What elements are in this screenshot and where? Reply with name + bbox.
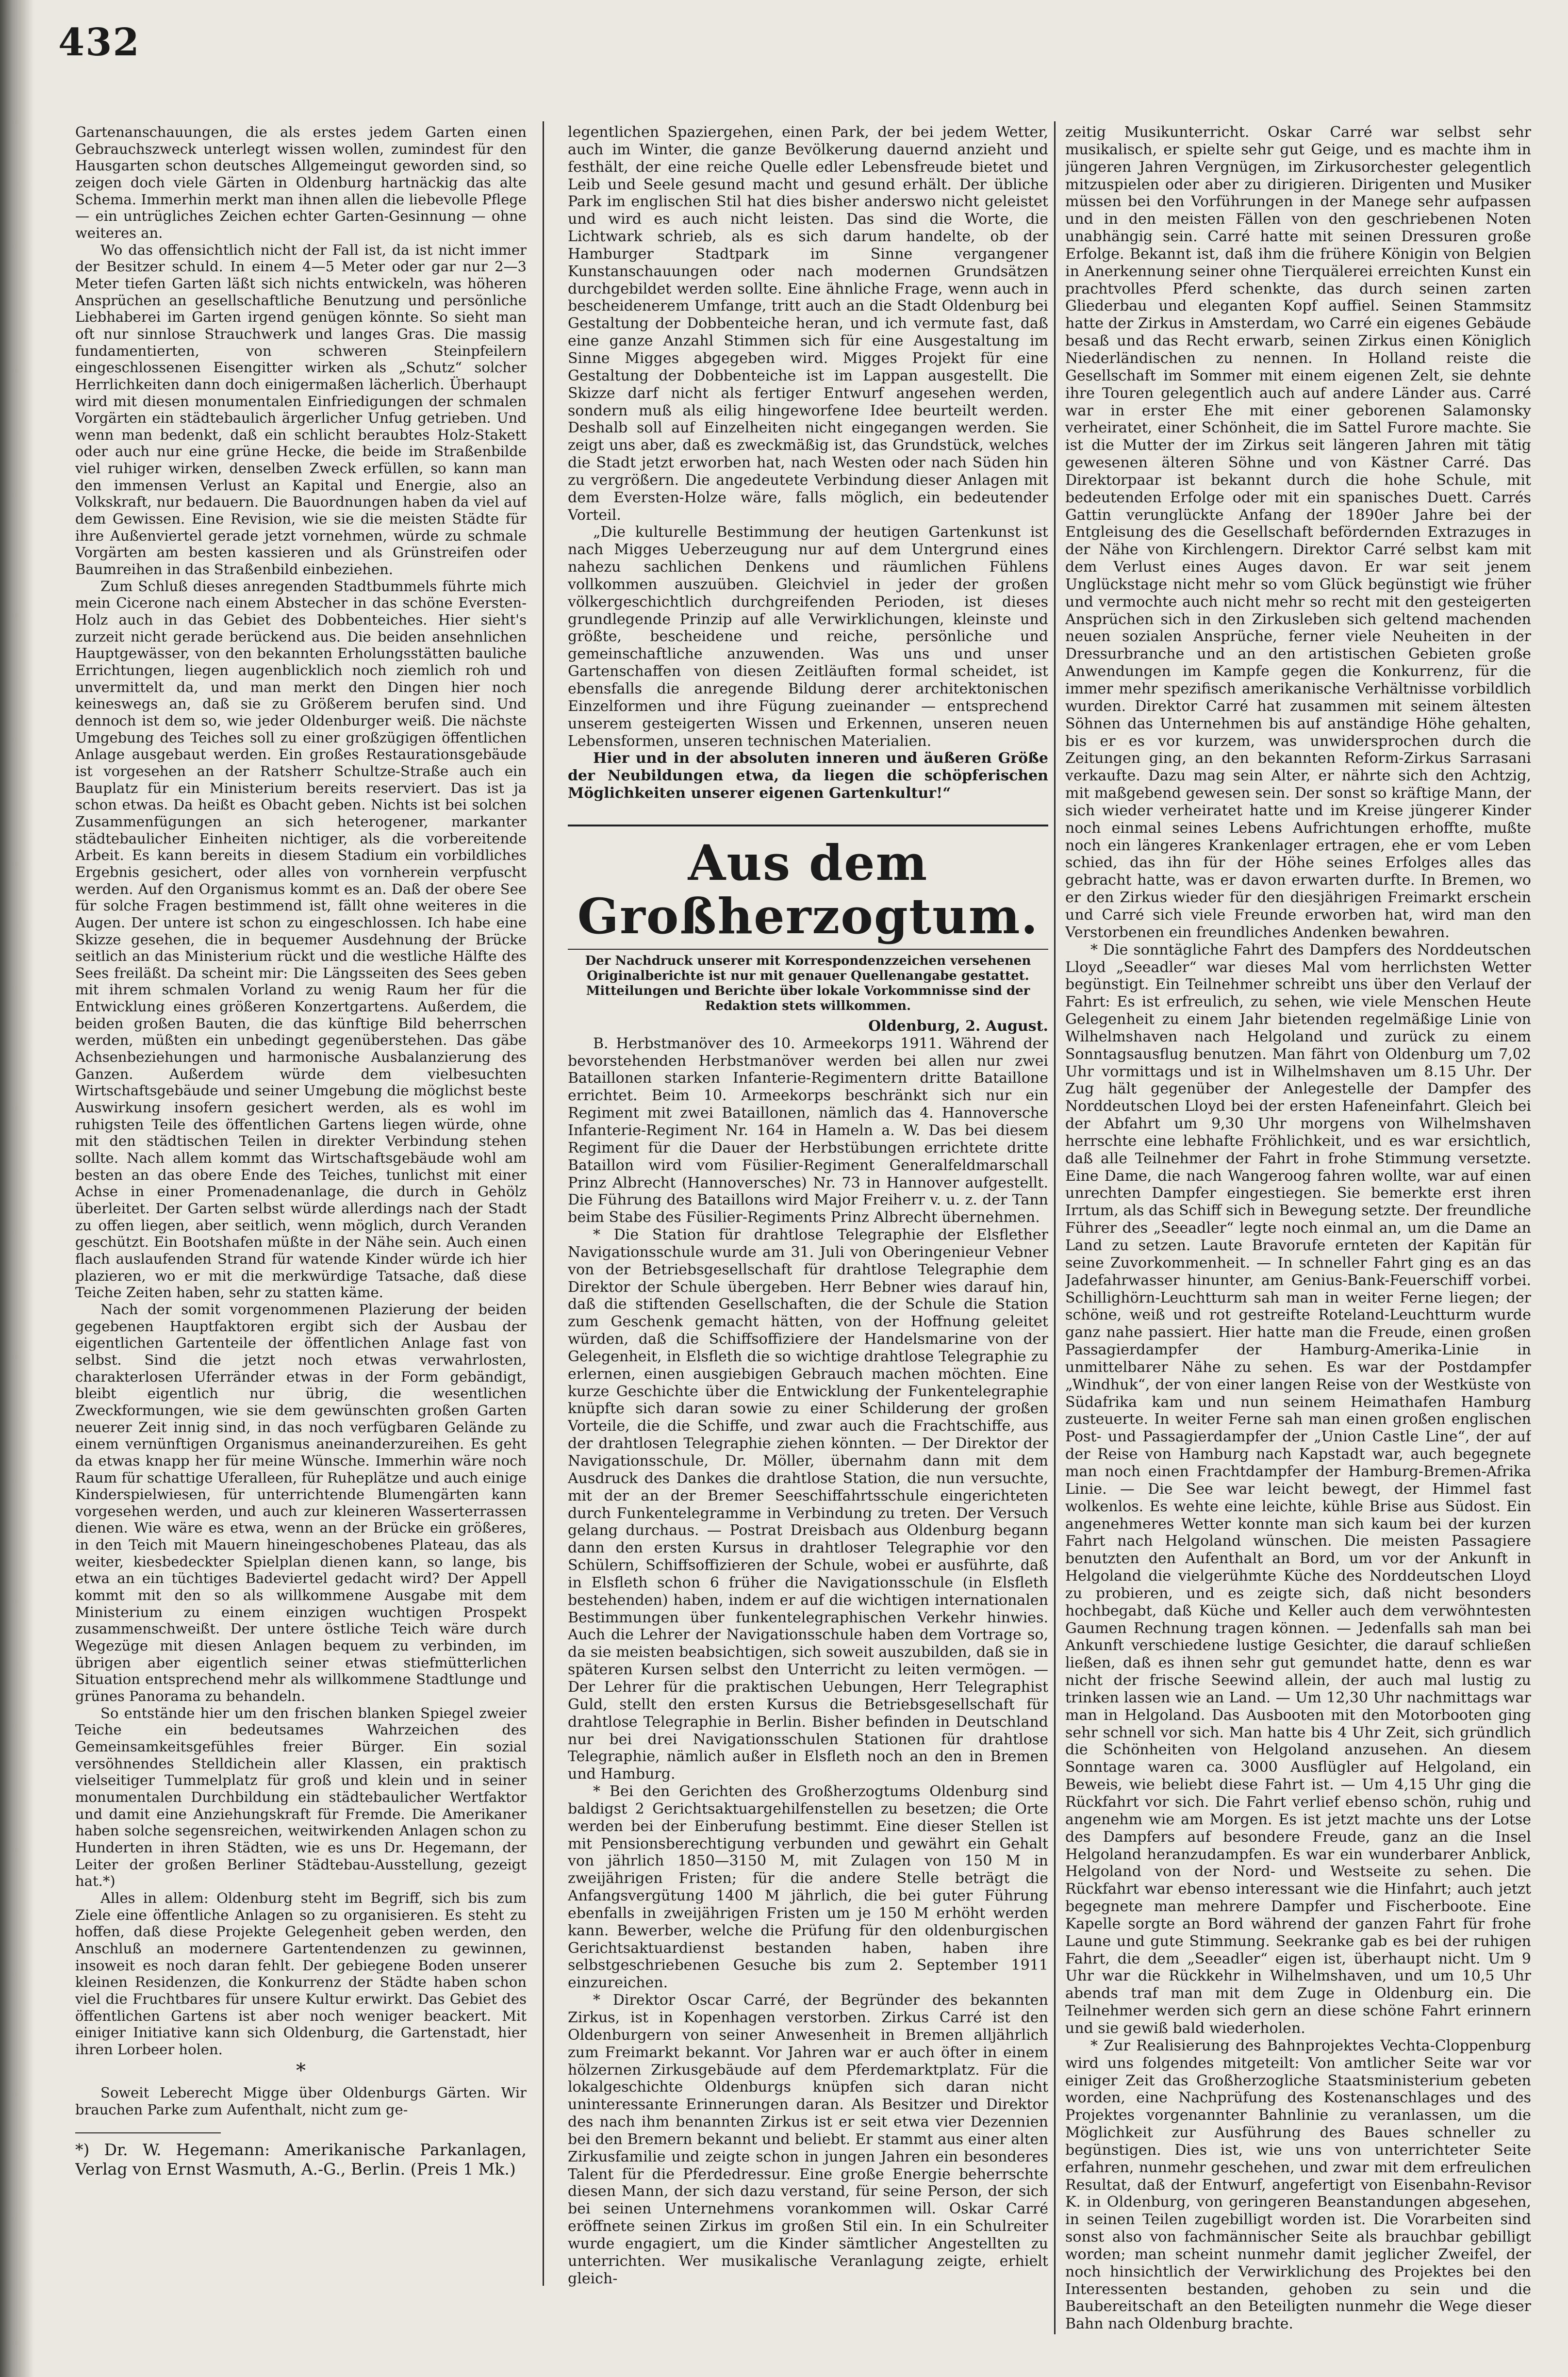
footnote-rule xyxy=(75,2132,221,2133)
paragraph: „Die kulturelle Bestimmung der heutigen Gartenkunst ist nach Migges Ueberzeugung nur auf dem Untergrund eines nahezu sachlichen Denkens und räumlichen Fühlens vollkommen auszuüben. Gleichviel in jeder der großen völkergeschichtlich durchgreifenden Perioden, ist dieses grundlegende Prinzip auf alle Verwirklichungen, kleinste und größte, bescheidene und reiche, persönliche und gemeinschaftliche anzuwenden. Was uns und unser Gartenschaffen von diesen Zeitläuften formal scheidet, ist ebensfalls die anregende Bildung derer architektonischen Einzelformen und ihre Fügung zueinander — entsprechend unserem gesteigerten Wissen und Erkennen, unseren neuen Lebensformen, unseren technischen Materialien. xyxy=(568,524,1048,750)
section-note: Der Nachdruck unserer mit Korrespondenzzeichen versehenen Originalberichte ist nur mit genauer Quellenangabe gestattet. Mitteilungen und Berichte über lokale Vorkommnisse sind der Redaktion stets willkommen. xyxy=(585,953,1031,1013)
news-item: * Zur Realisierung des Bahnprojektes Vechta-Cloppenburg wird uns folgendes mitgeteilt: Von amtlicher Seite war vor einiger Zeit das Großherzogliche Staatsministerium gebeten worden, eine Nachprüfung des Kostenanschlages und des Projektes vorgenannter Bahnlinie zu veranlassen, um die Möglichkeit zur Ausführung des Baues schneller zu begünstigen. Dies ist, wie uns von unterrichteter Seite erfahren, nunmehr geschehen, und zwar mit dem erfreulichen Resultat, daß der Entwurf, angefertigt von Eisenbahn-Revisor K. in Oldenburg, von geringeren Beanstandungen abgesehen, in seinen Teilen zugebilligt worden ist. Die Vorarbeiten sind sonst also von fachmännischer Seite als brauchbar gebilligt worden; man scheint nunmehr damit jeglicher Zweifel, der noch hinsichtlich der Verwirklichung des Projektes bei den Interessenten bestanden, gehoben zu sein und die Baubereitschaft an den Beteiligten nunmehr die Wege dieser Bahn nach Oldenburg brachte. xyxy=(1065,2037,1531,2333)
paragraph: Nach der somit vorgenommenen Plazierung der beiden gegebenen Hauptfaktoren ergibt sich der Ausbau der eigentlichen Gartenteile der öffentlichen Anlage fast von selbst. Sind die jetzt noch etwas verwahrlosten, charakterlosen Uferränder etwas in der Form gebändigt, bleibt eigentlich nur übrig, die wesentlichen Zweckformungen, wie sie dem gewünschten großen Garten neuerer Zeit innig sind, in das noch verfügbaren Gelände zu einem vernünftigen Organismus aneinanderzureihen. Es geht da etwas knapp her für meine Wünsche. Immerhin wäre noch Raum für schattige Uferalleen, für Ruheplätze und auch einige Kinderspielwiesen, für unterrichtende Blumengärten kann vorgesehen werden, und auch zur kleineren Wasserterrassen dienen. Wie wäre es etwa, wenn an der Brücke ein größeres, in den Teich mit Mauern hineingeschobenes Plateau, das als weiter, kiesbedeckter Spielplan dienen kann, so lange, bis etwa an ein tüchtiges Badeviertel gedacht wird? Der Appell kommt mit den so als willkommene Ausgabe mit dem Ministerium zu einem einzigen wuchtigen Prospekt zusammenschweißt. Der untere östliche Teich wäre durch Wegezüge mit diesen Anlagen bequem zu verbinden, im übrigen aber eigentlich seiner etwas stiefmütterlichen Situation entsprechend mehr als willkommene Stadtlunge und grünes Panorama zu behandeln. xyxy=(75,1301,527,1705)
news-item: * Die sonntägliche Fahrt des Dampfers des Norddeutschen Lloyd „Seeadler“ war dieses Mal vom herrlichsten Wetter begünstigt. Ein Teilnehmer schreibt uns über den Verlauf der Fahrt: Es ist erfreulich, zu sehen, wie viele Menschen Heute Gelegenheit zu einem Jahr bietenden regelmäßige Linie von Wilhelmshaven nach Helgoland und zurück zu einem Sonntagsausflug benutzen. Man fährt von Oldenburg um 7,02 Uhr vormittags und ist in Wilhelmshaven um 8.15 Uhr. Der Zug hält gegenüber der Anlegestelle der Dampfer des Norddeutschen Lloyd bei der ersten Hafeneinfahrt. Gleich bei der Abfahrt um 9,30 Uhr morgens von Wilhelmshaven herrschte eine lebhafte Fröhlichkeit, und es war ersichtlich, daß alle Teilnehmer der Fahrt in frohe Stimmung versetzte. Eine Dame, die nach Wangeroog fahren wollte, war auf einen unrechten Dampfer eingestiegen. Sie bemerkte erst ihren Irrtum, als das Schiff sich in Bewegung setzte. Der freundliche Führer des „Seeadler“ legte noch einmal an, um die Dame an Land zu setzen. Laute Bravorufe ernteten der Kapitän für seine Zuvorkommenheit. — In schneller Fahrt ging es an das Jadefahrwasser hinunter, am Genius-Bank-Feuerschiff vorbei. Schillighörn-Leuchtturm sah man in weiter Ferne liegen; der schöne, weiß und rot gestreifte Roteland-Leuchtturm wurde ganz nahe passiert. Hier hatte man die Freude, einen großen Passagierdampfer der Hamburg-Amerika-Linie in unmittelbarer Nähe zu sehen. Es war der Postdampfer „Windhuk“, der von einer langen Reise von der Westküste von Südafrika kam und nun seinem Heimathafen Hamburg zusteuerte. In weiter Ferne sah man einen großen englischen Post- und Passagierdampfer der „Union Castle Line“, der auf der Reise von Hamburg nach Kapstadt war, auch begegnete man noch einen Frachtdampfer der Hamburg-Bremen-Afrika Linie. — Die See war leicht bewegt, der Himmel fast wolkenlos. Es wehte eine leichte, kühle Brise aus Südost. Ein angenehmeres Wetter konnte man sich kaum bei der kurzen Fahrt nach Helgoland wünschen. Die meisten Passagiere benutzten den Aufenthalt an Bord, um vor der Ankunft in Helgoland die vielgerühmte Küche des Norddeutschen Lloyd zu probieren, und es zeigte sich, daß nicht besonders hochbegabt, daß Küche und Keller auch dem verwöhntesten Gaumen Rechnung tragen können. — Jedenfalls sah man bei Ankunft verschiedene lustige Gesichter, die darauf schließen ließen, daß es ihnen sehr gut gemundet hatte, denn es war nicht der frische Seewind allein, der auch mal lustig zu trinken lassen wie an Land. — Um 12,30 Uhr nachmittags war man in Helgoland. Das Ausbooten mit den Motorbooten ging sehr schnell vor sich. Man hatte bis 4 Uhr Zeit, sich gründlich die Schönheiten von Helgoland anzusehen. An diesem Sonntage waren ca. 3000 Ausflügler auf Helgoland, ein Beweis, wie beliebt diese Fahrt ist. — Um 4,15 Uhr ging die Rückfahrt vor sich. Die Fahrt verlief ebenso schön, ruhig und angenehm wie am Morgen. Es ist jetzt machte uns der Lotse des Dampfers auf besondere Freude, ganz an die Insel Helgoland heranzudampfen. Es war ein wunderbarer Anblick, Helgoland von der Nord- und Westseite zu sehen. Die Rückfahrt war ebenso interessant wie die Hinfahrt; auch jetzt begegnete man mehrere Dampfer und Fischerboote. Eine Kapelle sorgte an Bord während der ganzen Fahrt für frohe Laune und gute Stimmung. Seekranke gab es bei der ruhigen Fahrt, die dem „Seeadler“ eigen ist, überhaupt nicht. Um 9 Uhr war die Rückkehr in Wilhelmshaven, und um 10,5 Uhr abends traf man mit dem Zuge in Oldenburg ein. Die Teilnehmer werden sich gern an diese schöne Fahrt erinnern und sie gewiß bald wiederholen. xyxy=(1065,941,1531,2037)
news-item: B. Herbstmanöver des 10. Armeekorps 1911. Während der bevorstehenden Herbstmanöver werden bei allen nur zwei Bataillonen starken Infanterie-Regimentern dritte Bataillone errichtet. Beim 10. Armeekorps beschränkt sich nur ein Regiment mit zwei Bataillonen, nämlich das 4. Hannoversche Infanterie-Regiment Nr. 164 in Hameln a. W. Das bei diesem Regiment für die Dauer der Herbstübungen errichtete dritte Bataillon wird vom Füsilier-Regiment Generalfeldmarschall Prinz Albrecht (Hannoversches) Nr. 73 in Hannover aufgestellt. Die Führung des Bataillons wird Major Freiherr v. u. z. der Tann beim Stabe des Füsilier-Regiments Prinz Albrecht übernehmen. xyxy=(568,1035,1048,1226)
paragraph: Zum Schluß dieses anregenden Stadtbummels führte mich mein Cicerone nach einem Abstecher in das schöne Eversten-Holz auch in das Gebiet des Dobbenteiches. Hier sieht's zurzeit nicht gerade berückend aus. Die beiden ansehnlichen Hauptgewässer, von den bekannten Erholungsstätten bauliche Errichtungen, liegen augenblicklich noch ziemlich roh und unvermittelt da, und man merkt den Dingen hier noch keineswegs an, daß sie zu Größerem berufen sind. Und dennoch ist dem so, wie jeder Oldenburger weiß. Die nächste Umgebung des Teiches soll zu einer großzügigen öffentlichen Anlage ausgebaut werden. Ein großes Restaurationsgebäude ist vorgesehen an der Ratsherr Schultze-Straße auch ein Bauplatz für ein Ministerium bereits reserviert. Das ist ja schon etwas. Da heißt es Obacht geben. Nichts ist bei solchen Zusammenfügungen an sich heterogener, markanter städtebaulicher Einheiten nichtiger, als die vorbereitende Arbeit. Es kann bereits in diesem Stadium ein vorbildliches Ergebnis gesichert, oder alles von vornherein verpfuscht werden. Auf den Organismus kommt es an. Daß der obere See für solche Fragen bestimmend ist, fällt ohne weiteres in die Augen. Der untere ist schon zu eingeschlossen. Ich habe eine Skizze gesehen, die in bequemer Ausdehnung der Brücke seitlich an das Ministerium rückt und die westliche Hälfte des Sees freiläßt. Da scheint mir: Die Längsseiten des Sees geben mit ihrem schmalen Vorland zu wenig Raum her für die Entwicklung eines größeren Konzertgartens. Außerdem, die beiden großen Bauten, die das künftige Bild beherrschen werden, müßten ein unbedingt gegenüberstehen. Das gäbe Achsenbeziehungen und harmonische Ausbalanzierung des Ganzen. Außerdem würde dem vielbesuchten Wirtschaftsgebäude und seiner Umgebung die möglichst beste Auswirkung insofern gesichert werden, als es wohl im ruhigsten Teile des öffentlichen Gartens liegen würde, ohne mit den städtischen Teilen in direkter Verbindung stehen sollte. Nach allem kommt das Wirtschaftsgebäude wohl am besten an das obere Ende des Teiches, tunlichst mit einer Achse in einer Promenadenanlage, die durch in Gehölz überleitet. Der Garten selbst würde allerdings nach der Stadt zu offen liegen, aber seitlich, wenn möglich, durch Veranden geschützt. Ein Bootshafen müßte in der Nähe sein. Auch einen flach auslaufenden Strand für watende Kinder würde ich hier plazieren, wo er mit die merkwürdige Tatsache, daß diese Teiche Zeiten haben, sehr zu statten käme. xyxy=(75,578,527,1301)
paragraph: Alles in allem: Oldenburg steht im Begriff, sich bis zum Ziele eine öffentliche Anlagen so zu organisieren. Es steht zu hoffen, daß diese Projekte Gelegenheit geben werden, den Anschluß an modernere Gartentendenzen zu gewinnen, insoweit es noch daran fehlt. Der gebiegene Boden unserer kleinen Residenzen, die Konkurrenz der Städte haben schon viel die Fruchtbares für unsere Kultur erwirkt. Das Gebiet des öffentlichen Gartens ist aber noch weniger beackert. Mit einiger Initiative kann sich Oldenburg, die Gartenstadt, hier ihren Lorbeer holen. xyxy=(75,1889,527,2058)
paragraph: zeitig Musikunterricht. Oskar Carré war selbst sehr musikalisch, er spielte sehr gut Geige, und es machte ihm in jüngeren Jahren Vergnügen, im Zirkusorchester gelegentlich mitzuspielen oder aber zu dirigieren. Dirigenten und Musiker müssen bei den Vorführungen in der Manege sehr aufpassen und in den meisten Fällen von den geschriebenen Noten unabhängig sein. Carré hatte mit seinen Dressuren große Erfolge. Bekannt ist, daß ihm die frühere Königin von Belgien in Anerkennung seiner ohne Tierquälerei erreichten Kunst ein prachtvolles Pferd schenkte, das durch seinen zarten Gliederbau und eleganten Kopf auffiel. Seinen Stammsitz hatte der Zirkus in Amsterdam, wo Carré ein eigenes Gebäude besaß und das Recht erwarb, seinen Zirkus einen Königlich Niederländischen zu nennen. In Holland reiste die Gesellschaft im Sommer mit einem eigenen Zelt, sie dehnte ihre Touren gelegentlich auch auf andere Länder aus. Carré war in erster Ehe mit einer geborenen Salamonsky verheiratet, einer Schönheit, die im Sattel Furore machte. Sie ist die Mutter der im Zirkus seit längeren Jahren mit tätig gewesenen älteren Söhne und von Kästner Carré. Das Direktorpaar ist bekannt durch die hohe Schule, mit bedeutenden Erfolge oder mit ein spanisches Duett. Carrés Gattin verunglückte Anfang der 1890er Jahre bei der Entgleisung des die Gesellschaft befördernden Extrazuges in der Nähe von Kirchlengern. Direktor Carré selbst kam mit dem Verlust eines Auges davon. Er war seit jenem Unglückstage nicht mehr so vom Glück begünstigt wie früher und vermochte auch nicht mehr so recht mit den gesteigerten Ansprüchen sich in den Zirkusleben sich geltend machenden neuen sozialen Ansprüche, ferner viele Neuheiten in der Dressurbranche und an den artistischen Gebieten große Anwendungen im Kampfe gegen die Konkurrenz, für die immer mehr spezifisch amerikanische Verhältnisse vorbildlich wurden. Direktor Carré hat zusammen mit seinem ältesten Söhnen das Unternehmen bis auf anständige Höhe gehalten, bis er es vor kurzem, was unwidersprochen durch die Zeitungen ging, an den bekannten Reform-Zirkus Sarrasani verkaufte. Dazu mag sein Alter, er nährte sich den Achtzig, mit maßgebend gewesen sein. Der sonst so kräftige Mann, der sich wieder verheiratet hatte und im Kreise jüngerer Kinder noch einmal seines Lebens Aufrichtungen erhoffte, mußte noch ein längeres Krankenlager ertragen, ehe er vom Leben schied, das ihn für der Höhe seines Erfolges alles das gebracht hatte, was er davon erwarten durfte. In Bremen, wo er den Zirkus wieder für den diesjährigen Freimarkt erschein und Carré sich viele Freunde erworben hat, wird man den Verstorbenen ein freundliches Andenken bewahren. xyxy=(1065,124,1531,941)
news-item: * Direktor Oscar Carré, der Begründer des bekannten Zirkus, ist in Kopenhagen verstorben. Zirkus Carré ist den Oldenburgern von seiner Anwesenheit in Bremen alljährlich zum Freimarkt bekannt. Vor Jahren war er auch öfter in einem hölzernen Zirkusgebäude auf dem Pferdemarktplatz. Für die lokalgeschichte Oldenburgs knüpfen sich daran nicht uninteressante Erinnerungen daran. Als Besitzer und Direktor des nach ihm benannten Zirkus ist er seit etwa vier Dezennien bei den Bremern bekannt und beliebt. Er stammt aus einer alten Zirkusfamilie und zeigte schon in jungen Jahren ein besonderes Talent für die Pferdedressur. Eine große Energie beherrschte diesen Mann, der sich dazu verstand, für seine Person, der sich bei seinen Unternehmens vorankommen will. Oskar Carré eröffnete seinen Zirkus im großen Stil ein. In ein Schulreiter wurde engagiert, um die Kinder sämtlicher Angestellten zu unterrichten. Wer musikalische Veranlagung zeigte, erhielt gleich- xyxy=(568,1992,1048,2287)
separator-mark: * xyxy=(296,2060,306,2082)
paragraph: So entstände hier um den frischen blanken Spiegel zweier Teiche ein bedeutsames Wahrzeichen des Gemeinsamkeitsgefühles freier Bürger. Ein sozial versöhnendes Stelldichein aller Klassen, ein praktisch vielseitiger Tummelplatz für groß und klein und in seiner monumentalen Durchbildung ein städtebaulicher Wertfaktor und damit eine Anziehungskraft für Fremde. Die Amerikaner haben solche segensreichen, weitwirkenden Anlagen schon zu Hunderten in ihren Städten, wie es uns Dr. Hegemann, der Leiter der großen Berliner Städtebau-Ausstellung, gezeigt hat.*) xyxy=(75,1704,527,1890)
column-divider xyxy=(543,121,544,2286)
section-header xyxy=(568,825,1048,950)
column-divider xyxy=(1054,121,1056,2334)
dateline: Oldenburg, 2. August. xyxy=(868,1017,1048,1035)
paragraph: Hier und in der absoluten inneren und äußeren Größe der Neubildungen etwa, da liegen die schöpferischen Möglichkeiten unserer eigenen Gartenkultur!“ xyxy=(568,750,1048,802)
news-item: * Die Station für drahtlose Telegraphie der Elsflether Navigationsschule wurde am 31. Juli von Oberingenieur Vebner von der Betriebsgesellschaft für drahtlose Telegraphie dem Direktor der Schule übergeben. Herr Bebner wies darauf hin, daß die stiftenden Gesellschaften, die der Schule die Station zum Geschenk gemacht hätten, von der Hoffnung geleitet würden, daß die Schiffsoffiziere der Handelsmarine von der Gelegenheit, in Elsfleth die so wichtige drahtlose Telegraphie zu erlernen, einen ausgiebigen Gebrauch machen möchten. Eine kurze Geschichte über die Entwicklung der Funkentelegraphie knüpfte sich daran sowie zu einer Schilderung der großen Vorteile, die die Schiffe, und zwar auch die Frachtschiffe, aus der drahtlosen Telegraphie ziehen könnten. — Der Direktor der Navigationsschule, Dr. Möller, übernahm dann mit dem Ausdruck des Dankes die drahtlose Station, die nun versuchte, mit der an der Bremer Seeschiffahrtsschule eingerichteten durch Funkentelegramme in Verbindung zu treten. Der Versuch gelang durchaus. — Postrat Dreisbach aus Oldenburg begann dann den ersten Kursus in drahtloser Telegraphie vor den Schülern, Schiffsoffizieren der Schule, wobei er ausführte, daß in Elsfleth schon 6 früher die Navigationsschule (in Elsfleth bestehenden) haben, indem er auf die wichtigen internationalen Bestimmungen über funkentelegraphischen Verkehr hinwies. Auch die Lehrer der Navigationsschule haben dem Vortrage so, da sie meisten beabsichtigen, sich soweit auszubilden, daß sie in späteren Kursen selbst den Unterricht zu leiten vermögen. — Der Lehrer für die praktischen Uebungen, Herr Telegraphist Guld, stellt den ersten Kursus die Betriebsgesellschaft für drahtlose Telegraphie in Berlin. Bisher befinden in Deutschland nur bei drei Navigationsschulen Stationen für drahtlose Telegraphie, nämlich außer in Elsfleth noch an den in Bremen und Hamburg. xyxy=(568,1226,1048,1783)
paragraph: Wo das offensichtlich nicht der Fall ist, da ist nicht immer der Besitzer schuld. In einem 4—5 Meter oder gar nur 2—3 Meter tiefen Garten läßt sich nichts entwickeln, was höheren Ansprüchen an gesellschaftliche Benutzung und persönliche Liebhaberei im Garten irgend genügen könnte. So sieht man oft nur sinnlose Strauchwerk und langes Gras. Die massig fundamentierten, von schweren Steinpfeilern eingeschlossenen Eisengitter wirken als „Schutz“ solcher Herrlichkeiten dann doch einigermaßen lächerlich. Überhaupt wird mit diesen monumentalen Einfriedigungen der schmalen Vorgärten ein städtebaulich ärgerlicher Unfug getrieben. Und wenn man bedenkt, daß ein schlicht beraubtes Holz-Stakett oder auch nur eine grüne Hecke, die beide im Straßenbilde viel ruhiger wirken, denselben Zweck erfüllen, so kann man den immensen Verlust an Kapital und Energie, also an Volkskraft, nur bedauern. Die Bauordnungen haben da viel auf dem Gewissen. Eine Revision, wie sie die meisten Städte für ihre Außenviertel gerade jetzt vornehmen, würde zu schmale Vorgärten am besten kassieren und als Grünstreifen oder Baumreihen in das Straßenbild einbeziehen. xyxy=(75,241,527,578)
paragraph: Gartenanschauungen, die als erstes jedem Garten einen Gebrauchszweck unterlegt wissen wollen, zumindest für den Hausgarten schon deutsches Allgemeingut geworden sind, so zeigen doch viele Gärten in Oldenburg hartnäckig das alte Schema. Immerhin merkt man ihnen allen die liebevolle Pflege — ein untrügliches Zeichen echter Garten-Gesinnung — ohne weiteres an. xyxy=(75,124,527,241)
news-item: * Bei den Gerichten des Großherzogtums Oldenburg sind baldigst 2 Gerichtsaktuargehilfenstellen zu besetzen; die Orte werden bei der Einberufung bestimmt. Eine dieser Stellen ist mit Pensionsberechtigung verbunden und gewährt ein Gehalt von jährlich 1850—3150 M, mit Zulagen von 150 M in zweijährigen Fristen; für die andere Stelle beträgt die Anfangsvergütung 1400 M jährlich, die bei guter Führung ebenfalls in zweijährigen Fristen um je 150 M erhöht werden kann. Bewerber, welche die Prüfung für den oldenburgischen Gerichtsaktuardienst bestanden haben, haben ihre selbstgeschriebenen Gesuche bis zum 2. September 1911 einzureichen. xyxy=(568,1783,1048,1992)
section-title: Aus dem Großherzogtum. xyxy=(577,834,1039,945)
footnote: *) Dr. W. Hegemann: Amerikanische Parkanlagen, Verlag von Ernst Wasmuth, A.-G., Berlin. (Preis 1 Mk.) xyxy=(75,2140,527,2179)
column-1 xyxy=(75,124,527,2278)
closing-paragraph: Soweit Leberecht Migge über Oldenburgs Gärten. Wir brauchen Parke zum Aufenthalt, nicht zum ge- xyxy=(75,2084,527,2118)
column-2 xyxy=(568,124,1048,2322)
paragraph: legentlichen Spaziergehen, einen Park, der bei jedem Wetter, auch im Winter, die ganze Bevölkerung dauernd anzieht und festhält, der eine reiche Quelle edler Lebensfreude bietet und Leib und Seele gesund macht und gesund erhält. Der übliche Park im englischen Stil hat dies bisher anderswo nicht geleistet und wird es auch nicht leisten. Das sind die Worte, die Lichtwark schrieb, als es sich darum handelte, ob der Hamburger Stadtpark im Sinne vergangener Kunstanschauungen oder nach modernen Grundsätzen durchgebildet werden sollte. Eine ähnliche Frage, wenn auch in bescheidenerem Umfange, tritt auch an die Stadt Oldenburg bei Gestaltung der Dobbenteiche heran, und ich vermute fast, daß eine ganze Anzahl Stimmen sich für eine Ausgestaltung im Sinne Migges abgegeben wird. Migges Projekt für eine Gestaltung der Dobbenteiche ist im Lappan ausgestellt. Die Skizze darf nicht als fertiger Entwurf angesehen werden, sondern muß als eilig hingeworfene Idee beurteilt werden. Deshalb soll auf Einzelheiten nicht eingegangen werden. Sie zeigt uns aber, daß es zweckmäßig ist, das Grundstück, welches die Stadt jetzt erworben hat, nach Westen oder nach Süden hin zu vergrößern. Die angedeutete Verbindung dieser Anlagen mit dem Eversten-Holze wäre, falls möglich, ein bedeutender Vorteil. xyxy=(568,124,1048,524)
page-number: 432 xyxy=(58,20,140,65)
binding-shadow xyxy=(0,0,34,2377)
column-3 xyxy=(1065,124,1531,2337)
